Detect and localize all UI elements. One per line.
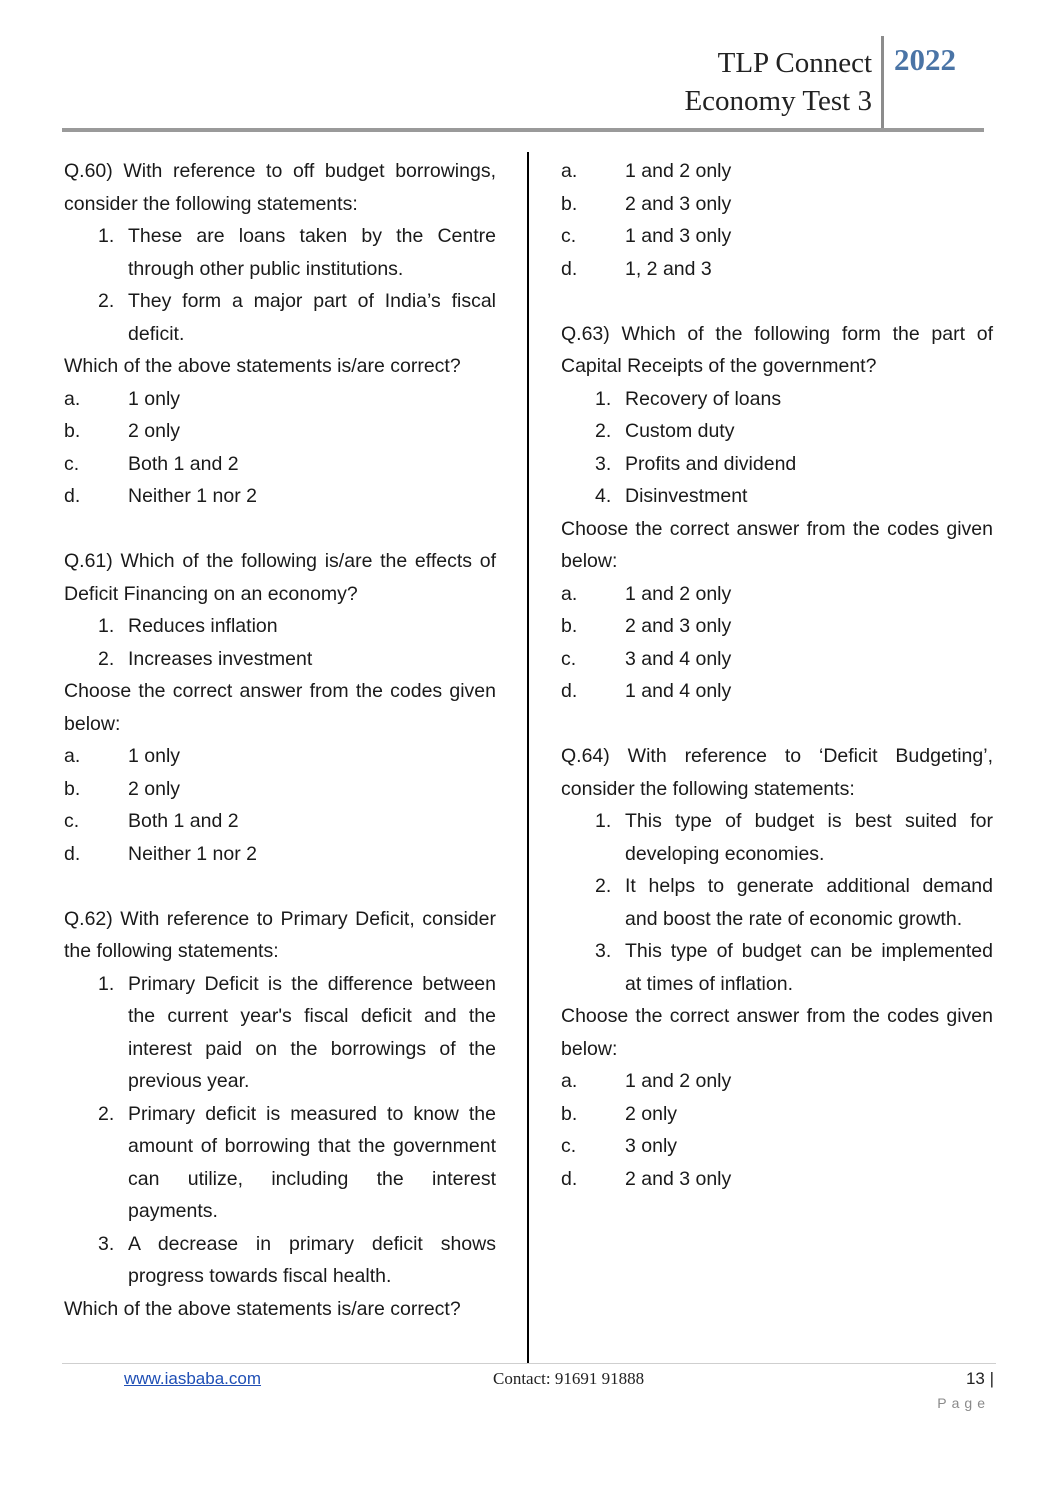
- statement-text: They form a major part of India’s fiscal deficit.: [128, 290, 496, 345]
- option-text: Both 1 and 2: [128, 810, 239, 832]
- question-64: [561, 740, 993, 1195]
- right-column: [561, 155, 993, 1195]
- document-title: [684, 44, 872, 120]
- question-stem: Q.63) Which of the following form the part of Capital Receipts of the government?: [561, 322, 993, 377]
- option: [561, 643, 993, 676]
- statement-number: 2.: [595, 875, 612, 897]
- statement-text: Disinvestment: [625, 485, 748, 507]
- option-text: 2 only: [128, 777, 181, 800]
- statement-number: 1.: [595, 387, 612, 410]
- statement-text: It helps to generate additional demand and boost the rate of economic growth.: [625, 875, 993, 930]
- option-letter: b.: [64, 777, 81, 800]
- statement: [561, 415, 993, 448]
- page-number: 13 |: [965, 1369, 994, 1388]
- option-letter: b.: [561, 192, 578, 215]
- option-text: 1 and 2 only: [625, 1070, 732, 1092]
- statement-number: 3.: [595, 940, 612, 962]
- question-ask: Choose the correct answer from the codes given below:: [561, 1005, 993, 1060]
- option-letter: b.: [561, 615, 578, 637]
- statement: [64, 220, 496, 285]
- question-stem: Q.60) With reference to off budget borrowings, consider the following statements:: [64, 160, 496, 215]
- option-text: 2 and 3 only: [625, 192, 732, 215]
- statement-number: 1.: [98, 615, 115, 637]
- option-text: 3 only: [625, 1135, 678, 1157]
- statement-number: 3.: [98, 1232, 115, 1255]
- statement-number: 4.: [595, 485, 612, 507]
- option: [64, 773, 496, 806]
- option-letter: d.: [561, 1167, 578, 1190]
- statement-number: 1.: [98, 225, 115, 247]
- option: [561, 253, 993, 286]
- statement: [561, 870, 993, 935]
- option-text: 1 and 2 only: [625, 160, 732, 182]
- header-year: 2022: [894, 42, 956, 77]
- title-line-2: Economy Test 3: [684, 85, 872, 117]
- option-letter: b.: [561, 1102, 578, 1125]
- option-letter: a.: [561, 582, 578, 605]
- option: [561, 578, 993, 611]
- statement: [561, 383, 993, 416]
- option-letter: c.: [64, 452, 80, 475]
- statement-text: This type of budget is best suited for developing economies.: [625, 810, 993, 865]
- option: [561, 1163, 993, 1196]
- option: [561, 155, 993, 188]
- option-letter: a.: [561, 160, 578, 182]
- option-text: 1 and 4 only: [625, 680, 732, 702]
- statement-text: Primary Deficit is the difference between the current year's fiscal deficit and the interest paid on the borrowings of the previous year.: [128, 972, 496, 1092]
- option-text: 2 and 3 only: [625, 615, 732, 637]
- option-letter: a.: [64, 745, 81, 767]
- statement: [561, 935, 993, 1000]
- header-rule: [62, 128, 984, 132]
- option-text: 1, 2 and 3: [625, 257, 712, 280]
- option-letter: d.: [64, 842, 81, 865]
- statement: [64, 1228, 496, 1293]
- question-ask: Which of the above statements is/are correct?: [64, 355, 461, 377]
- option-text: Neither 1 nor 2: [128, 842, 257, 865]
- option-text: 3 and 4 only: [625, 647, 732, 670]
- statement-number: 2.: [98, 290, 115, 312]
- option-letter: a.: [561, 1070, 578, 1092]
- option: [561, 675, 993, 708]
- question-stem: Q.64) With reference to ‘Deficit Budgeting’, consider the following statements:: [561, 745, 993, 800]
- statement-text: Profits and dividend: [625, 452, 797, 475]
- option: [64, 740, 496, 773]
- statement-number: 2.: [98, 647, 115, 670]
- option: [561, 1065, 993, 1098]
- option: [64, 480, 496, 513]
- question-ask: Choose the correct answer from the codes given below:: [561, 517, 993, 572]
- option: [561, 1130, 993, 1163]
- question-ask: Which of the above statements is/are correct?: [64, 1297, 461, 1320]
- footer-rule: [62, 1363, 996, 1364]
- question-60: [64, 155, 496, 513]
- statement: [64, 643, 496, 676]
- statement-number: 3.: [595, 452, 612, 475]
- question-62-options: [561, 155, 993, 285]
- option-letter: c.: [561, 225, 577, 247]
- statement: [561, 480, 993, 513]
- statement-text: A decrease in primary deficit shows progress towards fiscal health.: [128, 1232, 496, 1287]
- page-label: Page: [937, 1395, 990, 1411]
- statement-text: These are loans taken by the Centre through other public institutions.: [128, 225, 496, 280]
- option: [64, 383, 496, 416]
- statement-number: 1.: [595, 810, 612, 832]
- website-link[interactable]: www.iasbaba.com: [124, 1369, 262, 1388]
- option: [64, 448, 496, 481]
- option-letter: d.: [64, 485, 81, 507]
- option-text: Neither 1 nor 2: [128, 485, 257, 507]
- option: [64, 415, 496, 448]
- option: [64, 838, 496, 871]
- option: [561, 220, 993, 253]
- statement-text: Primary deficit is measured to know the amount of borrowing that the government can utilize, including the interest payments.: [128, 1102, 496, 1222]
- statement: [561, 448, 993, 481]
- header-divider: [881, 36, 884, 131]
- column-divider: [527, 152, 529, 1364]
- option-text: 2 only: [625, 1102, 678, 1125]
- title-line-1: TLP Connect: [717, 47, 872, 79]
- option-letter: b.: [64, 420, 81, 442]
- question-stem: Q.62) With reference to Primary Deficit, consider the following statements:: [64, 907, 496, 962]
- option-text: 1 and 2 only: [625, 582, 732, 605]
- option-letter: d.: [561, 680, 578, 702]
- statement-text: Recovery of loans: [625, 387, 782, 410]
- statement: [64, 1098, 496, 1228]
- option-letter: c.: [561, 1135, 577, 1157]
- question-61: [64, 545, 496, 870]
- left-column: [64, 155, 496, 1325]
- option-text: 1 and 3 only: [625, 225, 732, 247]
- question-stem: Q.61) Which of the following is/are the effects of Deficit Financing on an economy?: [64, 550, 496, 605]
- option-text: 1 only: [128, 387, 181, 410]
- option-text: 2 only: [128, 420, 181, 442]
- statement-text: This type of budget can be implemented at times of inflation.: [625, 940, 993, 995]
- statement-number: 2.: [595, 420, 612, 442]
- option-text: 2 and 3 only: [625, 1167, 732, 1190]
- option: [561, 610, 993, 643]
- statement: [561, 805, 993, 870]
- option: [561, 1098, 993, 1131]
- statement: [64, 968, 496, 1098]
- option-letter: c.: [561, 647, 577, 670]
- statement-text: Increases investment: [128, 647, 313, 670]
- option: [64, 805, 496, 838]
- statement: [64, 610, 496, 643]
- option-letter: d.: [561, 257, 578, 280]
- contact-info: Contact: 91691 91888: [493, 1369, 645, 1388]
- statement: [64, 285, 496, 350]
- question-63: [561, 318, 993, 708]
- option-letter: c.: [64, 810, 80, 832]
- question-ask: Choose the correct answer from the codes given below:: [64, 680, 496, 735]
- option-text: 1 only: [128, 745, 181, 767]
- question-62: [64, 903, 496, 1326]
- statement-number: 1.: [98, 972, 115, 995]
- statement-number: 2.: [98, 1102, 115, 1125]
- statement-text: Custom duty: [625, 420, 735, 442]
- statement-text: Reduces inflation: [128, 615, 278, 637]
- option-text: Both 1 and 2: [128, 452, 239, 475]
- option: [561, 188, 993, 221]
- option-letter: a.: [64, 387, 81, 410]
